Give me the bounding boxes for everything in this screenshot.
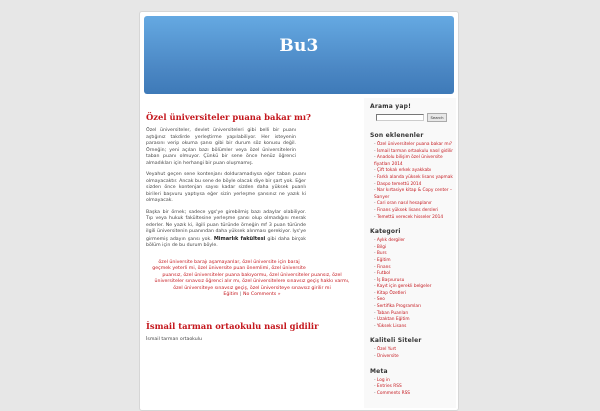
blogroll-link[interactable]: - Üniversite: [374, 354, 456, 361]
category-link[interactable]: - Kitap Özetleri: [374, 291, 456, 298]
entries-rss-link[interactable]: - Entries RSS: [374, 384, 456, 391]
search-heading: Arama yap!: [370, 103, 412, 110]
recent-posts-widget: [364, 132, 456, 221]
post-meta: [146, 292, 358, 299]
main-content: [146, 98, 358, 348]
post-paragraph: Veyahut geçen sene kontenjanı dolduramadıysa eğer taban puanı olmayacaktır. Ancak bu sene de böyle olacak diye bir şart yok. Eğer sizden önce kontenjan sayısı kadar sizden daha yüksek puanlı birileri başvuru yaptıysa eğer sizin yerleşme şansınız ne yazık ki olmayacak.: [146, 172, 306, 203]
recent-post-link[interactable]: - Cari oran nasıl hesaplanır: [374, 201, 456, 208]
recent-post-link[interactable]: - Özel üniversiteler puana bakar mı?: [374, 142, 456, 149]
search-widget: [364, 98, 456, 122]
recent-posts-heading: Son eklenenler: [370, 132, 424, 139]
category-link[interactable]: - Eğitim: [374, 258, 456, 265]
quality-sites-widget: [364, 337, 456, 360]
post-title[interactable]: Özel üniversiteler puana bakar mı?: [146, 112, 311, 122]
categories-widget: [364, 228, 456, 330]
comments-rss-link[interactable]: - Comments RSS: [374, 391, 456, 398]
category-link[interactable]: - Burs: [374, 251, 456, 258]
comments-link[interactable]: No Comments »: [242, 292, 281, 297]
blogroll-link[interactable]: - Özel Yurt: [374, 347, 456, 354]
login-link[interactable]: - Log in: [374, 378, 456, 385]
post-tags[interactable]: özel üniversite barajı aşamayanlar, özel üniversite için baraj geçmek yeterli mi, özel üniversite puan önemlimi, özel üniversite puansız, özel üniversiteler puana bakıyormu, özel üniversiteler puansız, özel üniversiteler sınavsız öğrenci alır mı, özel üniversitelere sınavsız geçiş hakkı varmı, özel üniversiteye sınavsız geçiş, özel üniversiteye sınavsız girilir mi: [152, 259, 350, 291]
category-link[interactable]: - Finans: [374, 265, 456, 272]
categories-heading: Kategori: [370, 228, 401, 236]
meta-heading: Meta: [370, 367, 388, 375]
search-form: [376, 113, 456, 122]
category-link[interactable]: - Taban Puanları: [374, 311, 456, 318]
meta-widget: [364, 368, 456, 398]
paragraph-text: Başka bir örnek; sadece ygs'ye girebilmiş bazı adaylar olabiliyor. Tıp veya hukuk fakültesine yerleşme şansı olup olmadığını merak ederler. Ne yazık ki, ilgili puan türünde örneğin mf 3 puan türünde ilgili üniversitenin puanından daha yüksek alınması gerekiyor. lys'ye girmemiş adayın şansı yok.: [146, 209, 306, 242]
search-button[interactable]: Search: [427, 113, 447, 122]
quality-sites-list: [370, 347, 456, 360]
recent-post-link[interactable]: - Finans yüksek lisans dersleri: [374, 208, 456, 215]
post-title[interactable]: İsmail tarman ortaokulu nasıl gidilir: [146, 320, 319, 331]
category-link[interactable]: - Sertifika Programları: [374, 304, 456, 311]
recent-post-link[interactable]: - İsmail tarman ortaokulu nasıl gidilir: [374, 149, 456, 156]
page-container: [139, 11, 459, 411]
search-input[interactable]: [376, 114, 424, 121]
recent-post-link[interactable]: - Temettü verecek hisseler 2014: [374, 215, 456, 222]
paragraph-text: gibi daha birçok bölüm için de bu durum böyle.: [146, 236, 306, 248]
category-link[interactable]: - Futbol: [374, 271, 456, 278]
recent-post-link[interactable]: - Nar kırtasiye kitap & Copy center – Sarıyer: [374, 188, 456, 201]
sidebar: [364, 98, 456, 408]
post-paragraph: Özel üniversiteler, devlet üniversiteleri gibi belli bir puanı aştığınız takdirde yerleştirme yapılabiliyor. Her isteyenin parasını verip okuma şansı gibi bir durum söz konusu değil. Örneğin; yeni açılan bazı bölümler veya özel üniversitelerin taban puanı olmuyor. Çünkü bir sene önce henüz öğrenci almadıkları için herhangi bir puan oluşmamış.: [146, 128, 296, 166]
category-link[interactable]: - İş Başvurusu: [374, 278, 456, 285]
site-title[interactable]: Bu3: [279, 36, 319, 56]
recent-post-link[interactable]: - Anadolu bilişim özel üniversite fiyatları 2014: [374, 155, 456, 168]
meta-separator: |: [239, 292, 242, 297]
post: [146, 112, 358, 299]
categories-list: [370, 238, 456, 330]
bold-keyword: Mimarlık fakültesi: [213, 235, 266, 242]
quality-sites-heading: Kaliteli Siteler: [370, 337, 422, 345]
category-link[interactable]: - Uzaktan Eğitim: [374, 317, 456, 324]
category-link[interactable]: - Bilgi: [374, 245, 456, 252]
category-link[interactable]: - Aylık dergiler: [374, 238, 456, 245]
site-header: [144, 16, 454, 94]
category-link[interactable]: - Kayıt için gerekli belgeler: [374, 284, 456, 291]
recent-post-link[interactable]: - Daspo temettü 2014: [374, 182, 456, 189]
post: [146, 321, 358, 344]
recent-post-link[interactable]: - Çift tokalı erkek ayakkabı: [374, 168, 456, 175]
post-excerpt: İsmail tarman ortaokulu: [146, 336, 203, 342]
recent-post-link[interactable]: - Farklı alanda yüksek lisans yapmak: [374, 175, 456, 182]
category-link[interactable]: - Yüksek Lisans: [374, 324, 456, 331]
category-link[interactable]: Eğitim: [223, 292, 239, 297]
recent-posts-list: [370, 142, 456, 221]
category-link[interactable]: - Seo: [374, 297, 456, 304]
meta-list: [370, 378, 456, 398]
ad-space: [306, 128, 358, 268]
